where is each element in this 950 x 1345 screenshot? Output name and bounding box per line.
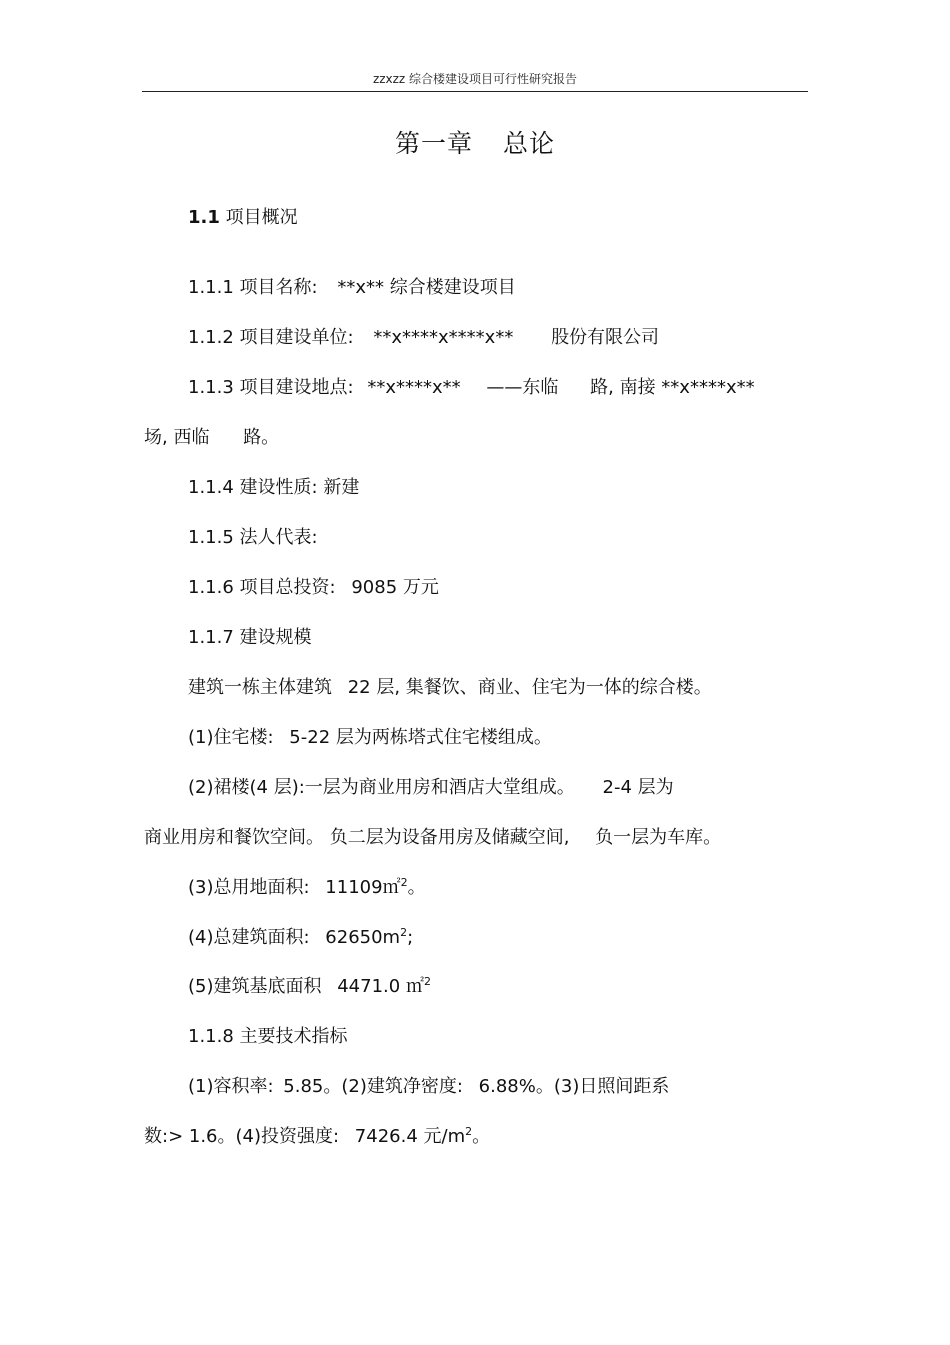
item-1-1-8: 1.1.8 主要技术指标 [188, 1026, 348, 1047]
tech-line-2: 数:> 1.6。(4)投资强度: 7426.4 元$/m^2$。 [144, 1125, 491, 1147]
running-header: zzxzz 综合楼建设项目可行性研究报告 [372, 72, 578, 86]
scale-item-4: (4)总建筑面积: $62650m^2$; [188, 926, 414, 948]
section-title: 项目概况 [225, 207, 298, 228]
scale-intro: 建筑一栋主体建筑 22 层, 集餐饮、商业、住宅为一体的综合楼。 [188, 677, 712, 698]
item-1-1-3: 1.1.3 项目建设地点: **x****x** ——东临 路, 南接 **x****x** [188, 377, 755, 398]
item-1-1-6: 1.1.6 项目总投资: 9085 万元 [188, 577, 439, 598]
item-1-1-4: 1.1.4 建设性质: 新建 [188, 477, 360, 498]
chapter-number: 第一章 [394, 129, 473, 158]
section-heading [188, 203, 298, 229]
header-rule [142, 91, 808, 92]
item-1-1-1: 1.1.1 项目名称: **x** 综合楼建设项目 [188, 277, 516, 298]
tech-line-1: (1)容积率: 5.85。(2)建筑净密度: 6.88%。(3)日照间距系 [188, 1076, 670, 1097]
item-1-1-3-cont: 场, 西临 路。 [144, 427, 280, 448]
chapter-name: 总论 [503, 129, 556, 158]
scale-item-2-cont: 商业用房和餐饮空间。 负二层为设备用房及储藏空间, 负一层为车库。 [144, 827, 722, 848]
item-1-1-7: 1.1.7 建设规模 [188, 627, 312, 648]
chapter-title [0, 124, 950, 160]
section-number: 1.1 [188, 207, 220, 228]
scale-item-2: (2)裙楼(4 层):一层为商业用房和酒店大堂组成。 2-4 层为 [188, 777, 674, 798]
item-1-1-5: 1.1.5 法人代表: [188, 527, 318, 548]
scale-item-3: (3)总用地面积: 11109㎡$^2$。 [188, 876, 426, 898]
scale-item-5: (5)建筑基底面积 4471.0 ㎡$^2$ [188, 975, 431, 997]
scale-item-1: (1)住宅楼: 5-22 层为两栋塔式住宅楼组成。 [188, 727, 552, 748]
item-1-1-2: 1.1.2 项目建设单位: **x****x****x** 股份有限公司 [188, 327, 660, 348]
